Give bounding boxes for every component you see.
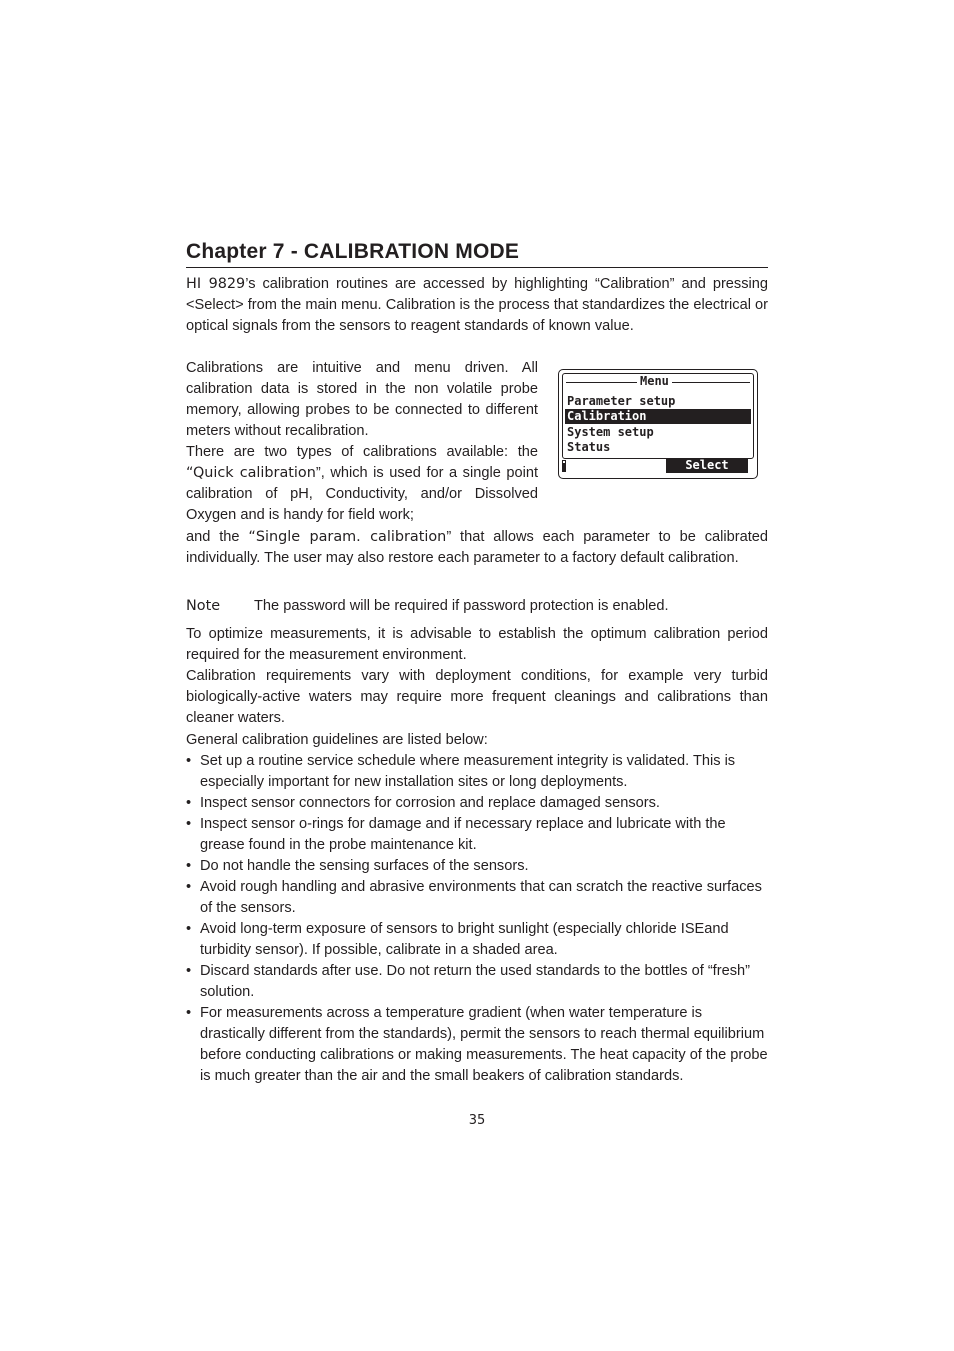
bullet: • <box>186 1005 192 1021</box>
calibration-types-paragraph <box>186 442 538 526</box>
battery-icon <box>562 460 566 472</box>
bullet: • <box>186 753 192 769</box>
bullet: • <box>186 921 192 937</box>
note-block <box>186 596 768 617</box>
list-item: • Set up a routine service schedule where measurement integrity is validated. This is especially important for new installation sites or long deployments. <box>186 753 736 790</box>
menu-item-system-setup: System setup <box>567 425 654 439</box>
list-item: • For measurements across a temperature gradient (when water temperature is drastically different from the standards), permit the sensors to reach thermal equilibrium before conducting calibrations or making measurements. The heat capacity of the probe is much greater than the air and the small beakers of calibration standards. <box>186 1005 768 1084</box>
requirements-paragraph: Calibration requirements vary with deployment conditions, for example very turbid biologically-active waters may require more frequent cleanings and calibrations than cleaner waters. <box>186 668 768 726</box>
calibration-types-intro: There are two types of calibrations available: the <box>186 444 538 460</box>
meter-screen <box>558 369 758 479</box>
list-item: • Inspect sensor connectors for corrosion and replace damaged sensors. <box>186 793 768 814</box>
menu-item-calibration: Calibration <box>565 409 751 424</box>
list-item: • Avoid rough handling and abrasive environments that can scratch the reactive surfaces of the sensors. <box>186 879 762 916</box>
list-item: • Inspect sensor o-rings for damage and if necessary replace and lubricate with the grease found in the probe maintenance kit. <box>186 816 726 853</box>
calibration-overview-paragraph: Calibrations are intuitive and menu driven. All calibration data is stored in the non volatile probe memory, allowing probes to be connected to different meters without recalibration. <box>186 360 538 439</box>
page-number: 35 <box>468 1113 486 1128</box>
bullet: • <box>186 963 192 979</box>
optimize-paragraph: To optimize measurements, it is advisable to establish the optimum calibration period required for the measurement environment. <box>186 626 768 663</box>
single-param-label: “Single param. calibration <box>248 529 447 545</box>
list-item: • Avoid long-term exposure of sensors to bright sunlight (especially chloride ISEand turbidity sensor). If possible, calibrate in a shaded area. <box>186 921 729 958</box>
menu-item-parameter-setup: Parameter setup <box>567 394 676 408</box>
list-item: • Discard standards after use. Do not return the used standards to the bottles of “fresh” solution. <box>186 963 750 1000</box>
bullet: • <box>186 795 192 811</box>
menu-frame <box>562 373 754 459</box>
bullet: • <box>186 858 192 874</box>
quick-calibration-text: ”, which is used for a single point calibration of pH, Conductivity, and/or Dissolved Oxygen and is handy for field work; <box>186 465 538 523</box>
quick-calibration-label: “Quick calibration <box>186 465 316 481</box>
intro-text: ’s calibration routines are accessed by highlighting “Calibration” and pressing <Select> from the main menu. Calibration is the process that standardizes the electrical or optical signals from the sensors to reagent standards of known value. <box>186 276 768 334</box>
note-text: The password will be required if password protection is enabled. <box>254 598 669 614</box>
menu-title: Menu <box>637 374 672 389</box>
select-softkey: Select <box>666 458 748 473</box>
guidelines-intro: General calibration guidelines are listed below: <box>186 732 488 748</box>
single-param-paragraph <box>186 527 768 569</box>
guidelines-list <box>186 751 768 1087</box>
bullet: • <box>186 816 192 832</box>
single-param-text: ” that allows each parameter to be calibrated individually. The user may also restore each parameter to a factory default calibration. <box>186 529 768 566</box>
page-title: Chapter 7 - CALIBRATION MODE <box>186 239 768 268</box>
model-name: HI 9829 <box>186 276 246 292</box>
note-label: Note <box>186 598 221 614</box>
list-item: • Do not handle the sensing surfaces of the sensors. <box>186 856 768 877</box>
single-param-intro: and the <box>186 529 240 545</box>
intro-paragraph <box>186 274 768 337</box>
menu-item-status: Status <box>567 440 611 454</box>
bullet: • <box>186 879 192 895</box>
